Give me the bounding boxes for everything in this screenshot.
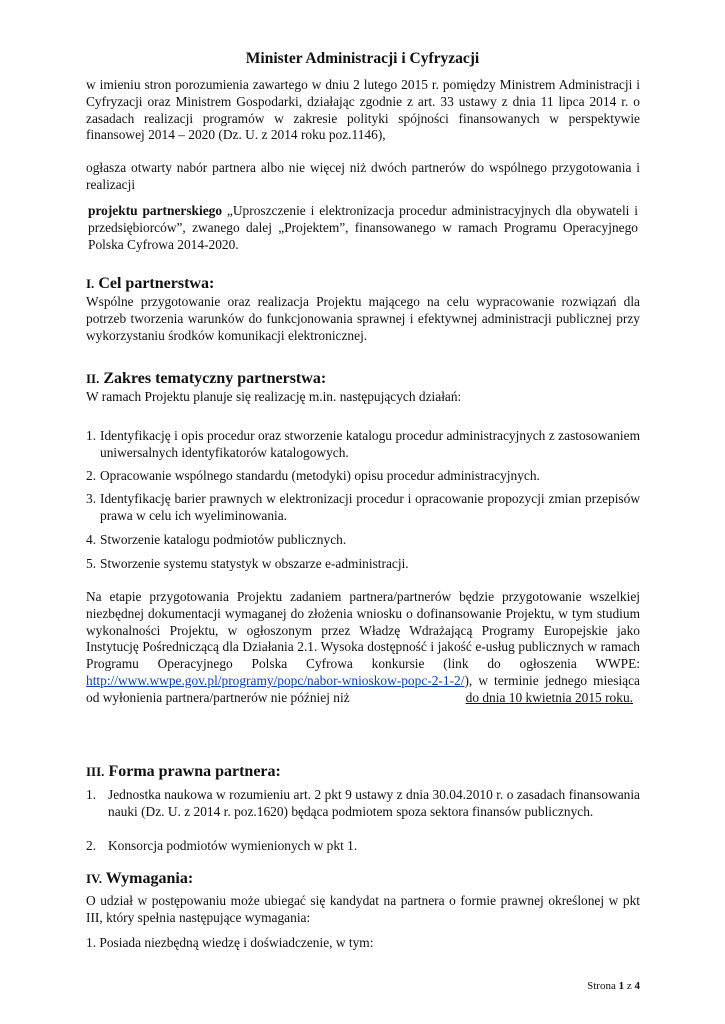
deadline-text: do dnia 10 kwietnia 2015 roku. [465,689,633,705]
section-1-number: I. [86,276,95,291]
list-item [86,468,640,485]
project-bold-label: projektu partnerskiego [88,203,223,218]
page-number: 1 [618,980,625,992]
list-item [86,491,640,525]
list-item-text: Identyfikację barier prawnych w elektronizacji procedur i opracowanie propozycji zmian przepisów prawa w celu ich wyeliminowania. [100,491,640,523]
list-item-number: 5. [86,556,97,571]
page-total: 4 [634,980,640,992]
list-item-number: 2. [86,468,97,483]
list-item [86,428,640,462]
list-item [86,838,640,855]
list-item-text: Identyfikację i opis procedur oraz stworzenie katalogu procedur administracyjnych z zastosowaniem uniwersalnych identyfikatorów katalogowych. [100,428,640,460]
section-4-body: O udział w postępowaniu może ubiegać się kandydat na partnera o formie prawnej określonej w pkt III, który spełnia następujące wymagania: [86,893,640,925]
list-item-number: 2. [86,838,97,853]
list-item [86,787,640,821]
requirement-item: 1. Posiada niezbędną wiedzę i doświadczenie, w tym: [86,935,374,950]
page-of: z [626,980,632,992]
section-4-heading [86,870,640,888]
section-3-title: Forma prawna partnera: [108,763,281,780]
project-description: „Uproszczenie i elektronizacja procedur administracyjnych dla obywateli i przedsiębiorców”, zwanego dalej „Projektem”, finansowanego w ramach Programu Operacyjnego Polska Cyfrowa 2014-2020. [88,203,638,252]
announcement-paragraph: ogłasza otwarty nabór partnera albo nie więcej niż dwóch partnerów do wspólnego przygotowania i realizacji [86,160,640,192]
section-2-lead: W ramach Projektu planuje się realizację m.in. następujących działań: [86,389,462,404]
section-3-heading [86,763,640,781]
document-title: Minister Administracji i Cyfryzacji [245,50,480,67]
list-item-text: Stworzenie katalogu podmiotów publicznych. [100,532,347,547]
section-4-number: IV. [86,871,103,886]
section-2-heading [86,370,640,388]
list-item-text: Konsorcja podmiotów wymienionych w pkt 1. [108,838,358,853]
intro-paragraph: w imieniu stron porozumienia zawartego w dniu 2 lutego 2015 r. pomiędzy Ministrem Administracji i Cyfryzacji oraz Ministrem Gospodarki, działając zgodnie z art. 33 ustawy z dnia 11 lipca 2014 r. o zasadach realizacji programów w zakresie polityki spójności finansowanych w perspektywie finansowej 2014 – 2020 (Dz. U. z 2014 roku poz.1146), [86,77,640,143]
wwpe-announcement-link[interactable]: http://www.wwpe.gov.pl/programy/popc/nabor-wnioskow-popc-2-1-2/ [86,672,465,688]
page-label: Strona [587,980,616,992]
project-paragraph [88,203,638,253]
list-item-text: Opracowanie wspólnego standardu (metodyki) opisu procedur administracyjnych. [100,468,540,483]
section-2-number: II. [86,371,100,386]
list-item [86,556,640,573]
preparation-text-end: ), w terminie jednego miesiąca od wyłonienia partnera/partnerów nie później niż [86,672,640,705]
list-item-text: Jednostka naukowa w rozumieniu art. 2 pkt 9 ustawy z dnia 30.04.2010 r. o zasadach finansowania nauki (Dz. U. z 2014 r. poz.1620) będąca podmiotem spoza sektora finansów publicznych. [108,787,640,819]
list-item-text: Stworzenie systemu statystyk w obszarze e-administracji. [100,556,409,571]
section-1-body: Wspólne przygotowanie oraz realizacja Projektu mającego na celu wypracowanie rozwiązań dla potrzeb tworzenia warunków do funkcjonowania sprawnej i efektywnej administracji publicznej przy wykorzystaniu środków komunikacji elektronicznej. [86,294,640,343]
section-1-heading [86,275,640,293]
list-item-number: 1. [86,787,97,802]
section-3-number: III. [86,764,105,779]
section-2-title: Zakres tematyczny partnerstwa: [103,370,327,387]
preparation-text: Na etapie przygotowania Projektu zadaniem partnera/partnerów będzie przygotowanie wszelkiej niezbędnej dokumentacji wymaganej do złożenia wniosku o dofinansowanie Projektu, w tym studium wykonalności Projektu, w ogłoszonym przez Władzę Wdrażającą Programy Europejskie jako Instytucję Pośredniczącą dla Działania 2.1. Wysoka dostępność i jakość e-usług publicznych w ramach Programu Operacyjnego Polska Cyfrowa konkursie (link do ogłoszenia WWPE: [86,589,640,672]
list-item-number: 4. [86,532,97,547]
section-1-title: Cel partnerstwa: [98,275,215,292]
list-item [86,532,640,549]
section-4-title: Wymagania: [105,870,194,887]
list-item-number: 3. [86,491,97,506]
page-footer [560,980,640,992]
list-item-number: 1. [86,428,97,443]
preparation-paragraph [86,589,640,707]
